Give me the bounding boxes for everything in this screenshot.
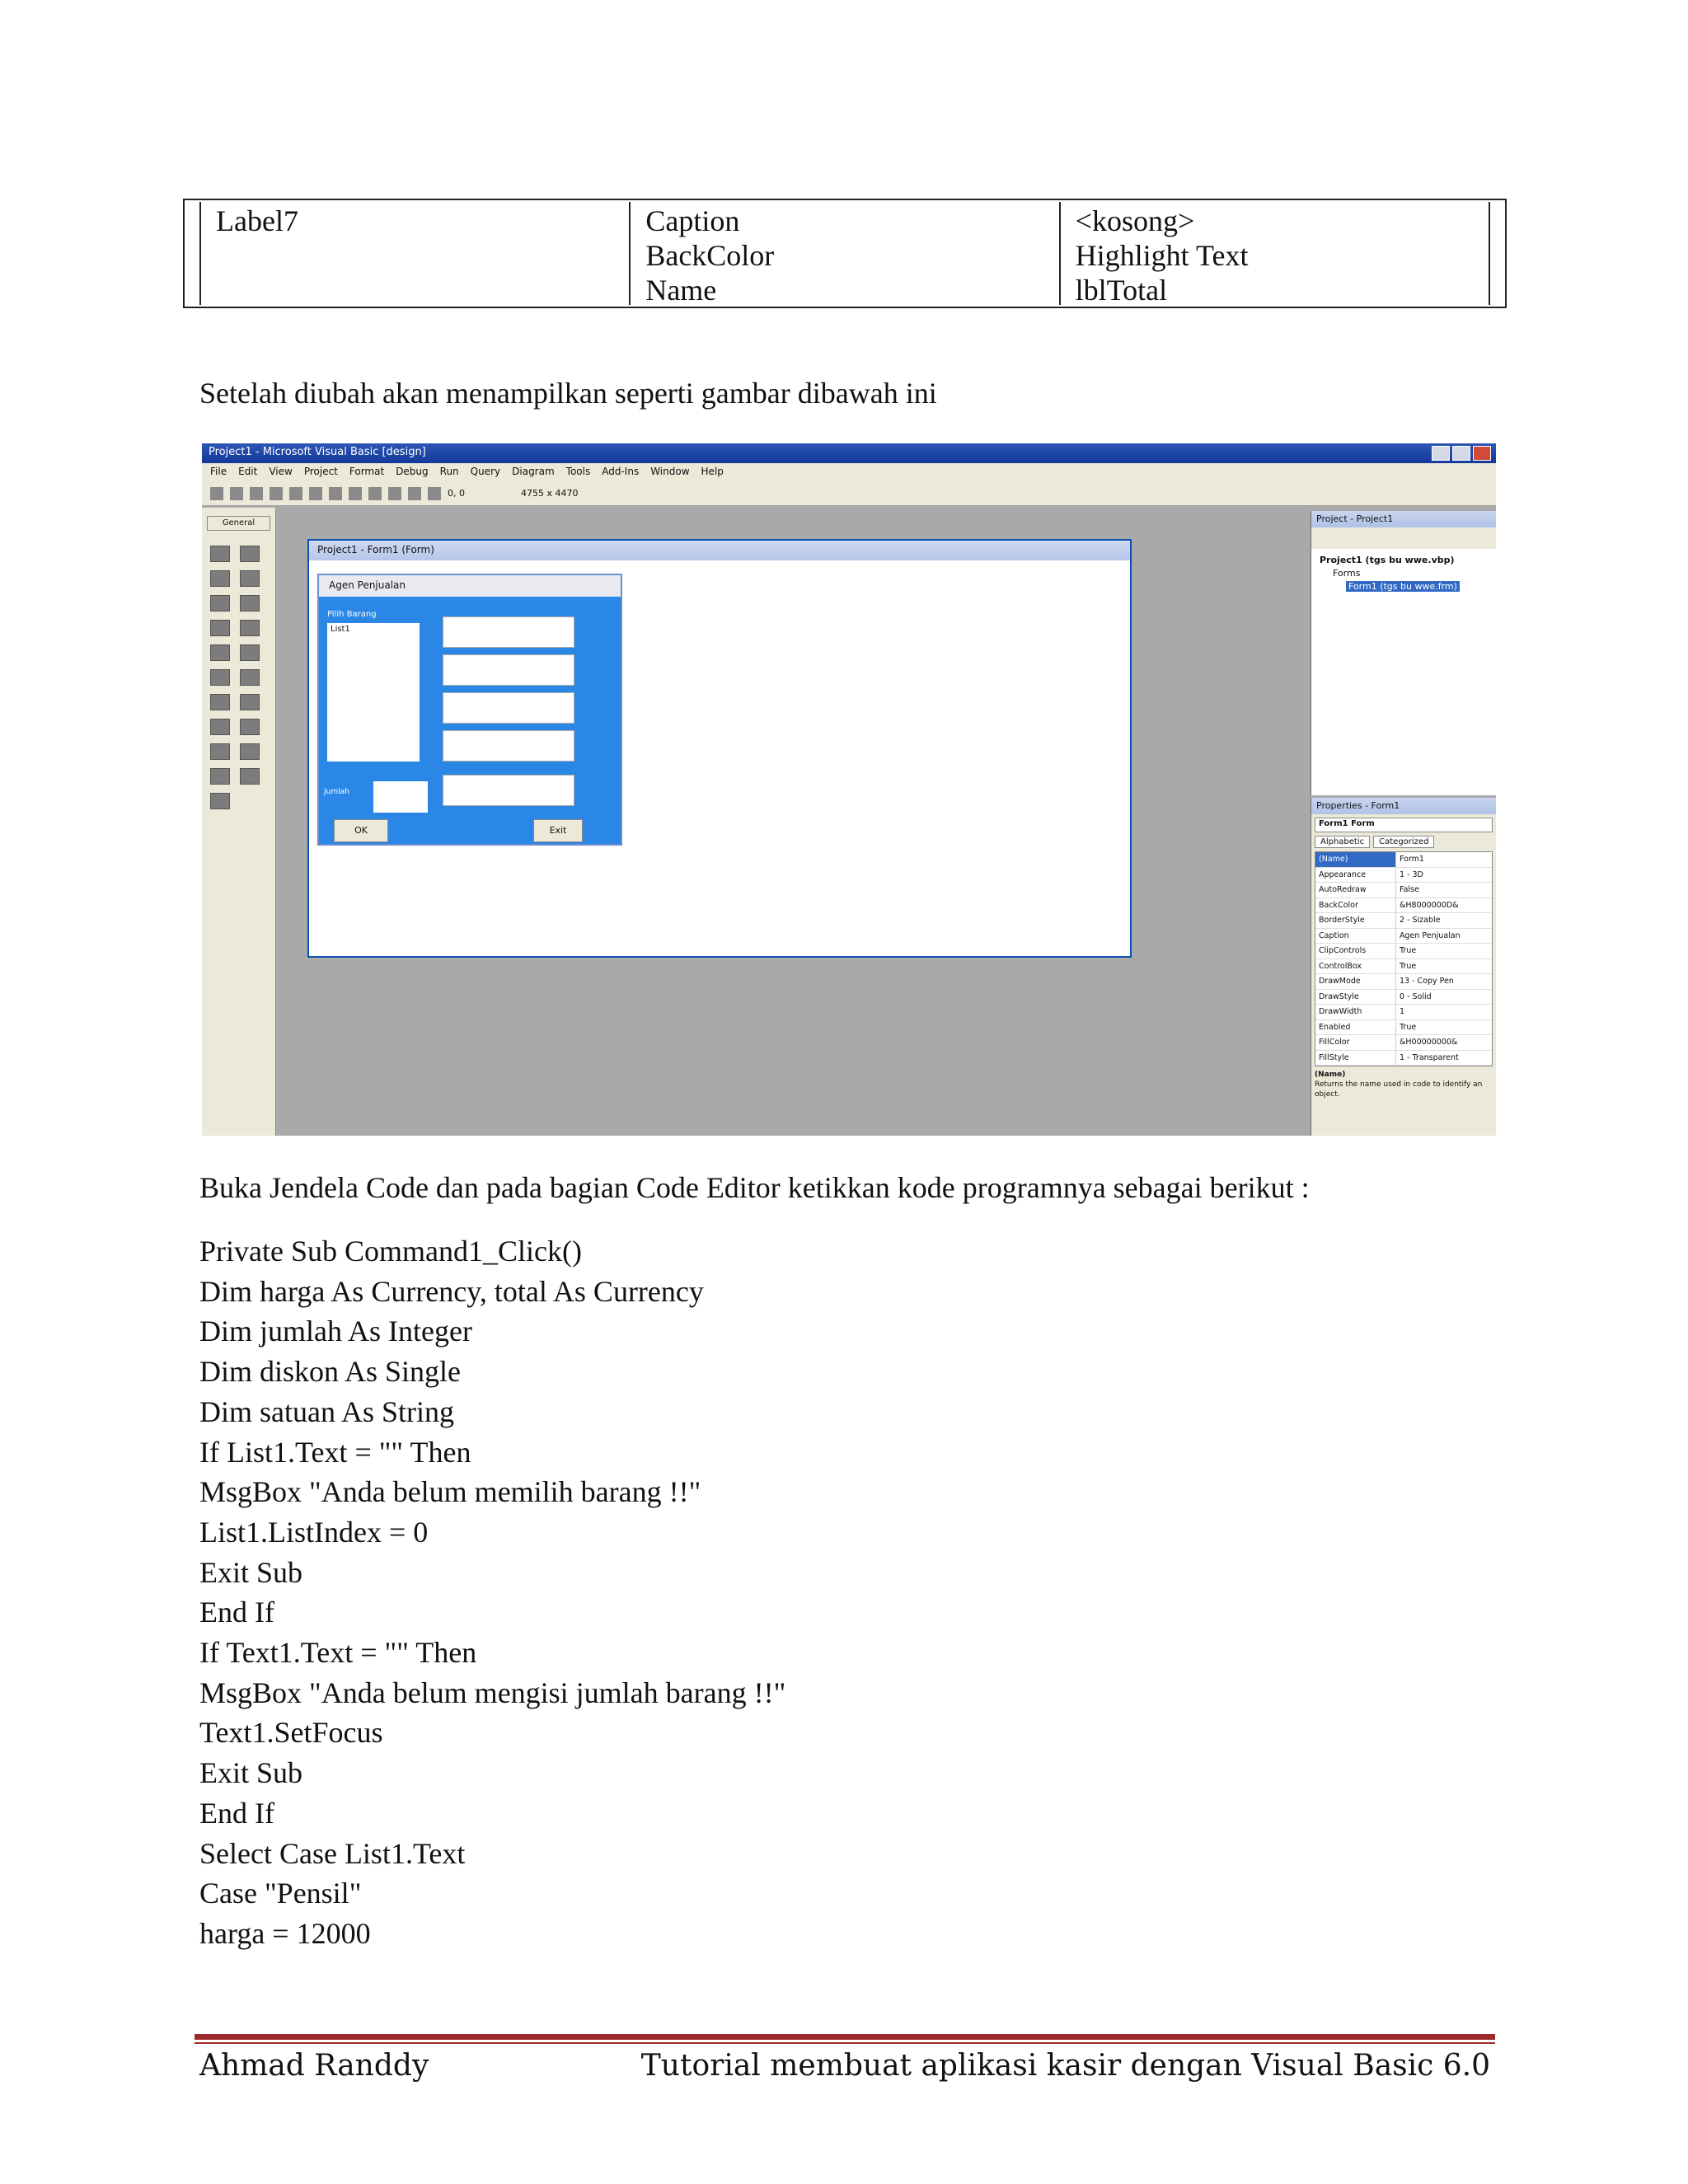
copy-icon [309,487,322,500]
table-cell-object [201,202,629,305]
vb6-ide-screenshot [202,443,1496,1136]
tab-alphabetic: Alphabetic [1315,836,1370,848]
tab-categorized: Categorized [1373,836,1434,848]
menu-view: View [269,466,293,477]
table-text: lblTotal [1075,274,1168,307]
table-cell-property [629,202,1058,305]
property-row: AutoRedraw False [1315,883,1492,898]
pilih-barang-label: Pilih Barang [327,610,377,619]
run-icon [349,487,362,500]
position-readout: 0, 0 [448,488,465,499]
menu-debug: Debug [396,466,429,477]
code-listing [199,1231,785,1954]
code-line: Private Sub Command1_Click() [199,1235,582,1268]
form-designer [307,539,1132,958]
save-icon [270,487,283,500]
intro-paragraph: Setelah diubah akan menampilkan seperti gambar dibawah ini [199,377,937,410]
properties-window [1311,798,1496,1136]
ok-button: OK [334,819,388,842]
forms-node: Forms [1333,568,1361,579]
textbox-icon [240,570,260,587]
property-description [1315,1070,1493,1099]
window-title: Project1 - Microsoft Visual Basic [design] [209,446,426,458]
code-line: Exit Sub [199,1756,303,1790]
project-node: Project1 (tgs bu wwe.vbp) [1320,555,1455,565]
code-line: If Text1.Text = "" Then [199,1636,477,1670]
property-row: DrawStyle 0 - Solid [1315,990,1492,1005]
window-titlebar [202,443,1496,463]
line-icon [240,743,260,760]
exit-button: Exit [533,819,583,842]
code-line: End If [199,1796,274,1830]
code-line: End If [199,1596,274,1629]
filelist-icon [240,719,260,735]
commandbutton-icon [240,595,260,612]
menu-bar [202,463,1496,481]
jumlah-label: Jumlah [324,788,349,796]
code-line: List1.ListIndex = 0 [199,1515,429,1549]
property-grid [1315,851,1493,1066]
close-icon [1473,446,1491,461]
textbox [443,616,574,648]
table-text: Highlight Text [1075,239,1249,272]
frame-icon [210,595,230,612]
jumlah-textbox [373,781,428,813]
code-line: Dim diskon As Single [199,1355,462,1389]
drivelist-icon [240,694,260,710]
table-text: Caption [645,204,740,237]
menu-help: Help [701,466,724,477]
menu-file: File [210,466,227,477]
stop-icon [388,487,401,500]
textbox [443,775,574,806]
optionbutton-icon [240,620,260,636]
menu-run: Run [439,466,459,477]
description-text: Returns the name used in code to identify an object. [1315,1080,1483,1099]
code-line: Case "Pensil" [199,1877,362,1910]
footer-title: Tutorial membuat aplikasi kasir dengan Visual Basic 6.0 [640,2049,1490,2083]
project-explorer-icon [408,487,421,500]
add-project-icon [210,487,223,500]
pointer-icon [210,546,230,562]
property-row: BackColor &H8000000D& [1315,898,1492,914]
textbox [443,730,574,762]
properties-icon [428,487,441,500]
menu-edit: Edit [238,466,258,477]
combobox-icon [210,644,230,661]
ide-toolbar [202,481,1496,506]
property-row: DrawWidth 1 [1315,1005,1492,1020]
open-icon [250,487,263,500]
timer-icon [210,694,230,710]
property-row: FillStyle 1 - Transparent [1315,1051,1492,1066]
toolbox-header: General [207,516,270,531]
image-icon [210,768,230,785]
property-row: Caption Agen Penjualan [1315,929,1492,944]
object-combo: Form1 Form [1315,818,1493,832]
footer-author: Ahmad Randdy [199,2049,429,2083]
listbox-icon [240,644,260,661]
agen-penjualan-form [317,574,622,846]
data-icon [240,768,260,785]
code-line: Select Case List1.Text [199,1836,466,1870]
code-line: harga = 12000 [199,1916,371,1950]
designer-title: Project1 - Form1 (Form) [309,541,1130,560]
menu-diagram: Diagram [512,466,555,477]
properties-header: Properties - Form1 [1311,798,1496,814]
toolbox-panel [202,508,276,1136]
vscroll-icon [240,669,260,686]
code-line: Dim harga As Currency, total As Currency [199,1274,704,1308]
cut-icon [289,487,302,500]
footer-rule [195,2034,1495,2040]
property-row: FillColor &H00000000& [1315,1035,1492,1051]
properties-table [183,199,1507,308]
textbox [443,654,574,686]
code-intro-paragraph: Buka Jendela Code dan pada bagian Code Editor ketikkan kode programnya sebagai berikut : [199,1171,1310,1204]
table-cell-value [1059,202,1489,305]
paste-icon [329,487,342,500]
project-toolbar [1311,527,1496,549]
add-form-icon [230,487,243,500]
table-text: <kosong> [1075,204,1195,237]
maximize-icon [1452,446,1470,461]
list1-listbox: List1 [327,623,420,762]
ole-icon [210,793,230,809]
code-line: Dim jumlah As Integer [199,1315,472,1348]
code-line: Exit Sub [199,1555,303,1589]
label-icon [210,570,230,587]
project-tree [1311,549,1496,598]
menu-query: Query [470,466,501,477]
description-title: (Name) [1315,1071,1346,1079]
code-line: Dim satuan As String [199,1394,455,1428]
table-text: Name [645,274,717,307]
code-line: Text1.SetFocus [199,1716,383,1750]
dirlist-icon [210,719,230,735]
footer-rule-thin [195,2042,1495,2044]
project-header: Project - Project1 [1311,511,1496,527]
menu-window: Window [650,466,690,477]
property-row: Appearance 1 - 3D [1315,868,1492,883]
table-text: Label7 [216,204,298,237]
property-row: (Name) Form1 [1315,852,1492,868]
code-line: If List1.Text = "" Then [199,1435,471,1469]
code-line: MsgBox "Anda belum mengisi jumlah barang !!" [199,1675,786,1709]
menu-tools: Tools [565,466,591,477]
pause-icon [368,487,382,500]
checkbox-icon [210,620,230,636]
shape-icon [210,743,230,760]
code-line: MsgBox "Anda belum memilih barang !!" [199,1475,701,1509]
textbox [443,692,574,724]
project-explorer [1311,511,1496,795]
property-row: BorderStyle 2 - Sizable [1315,913,1492,929]
property-row: Enabled True [1315,1020,1492,1036]
size-readout: 4755 x 4470 [521,488,579,499]
form-title: Agen Penjualan [319,575,621,597]
menu-project: Project [303,466,338,477]
property-row: DrawMode 13 - Copy Pen [1315,974,1492,990]
menu-format: Format [349,466,385,477]
property-row: ClipControls True [1315,944,1492,959]
form-node: Form1 (tgs bu wwe.frm) [1346,581,1460,592]
property-row: ControlBox True [1315,959,1492,975]
table-text: BackColor [645,239,775,272]
picturebox-icon [240,546,260,562]
menu-addins: Add-Ins [602,466,640,477]
minimize-icon [1432,446,1450,461]
hscroll-icon [210,669,230,686]
